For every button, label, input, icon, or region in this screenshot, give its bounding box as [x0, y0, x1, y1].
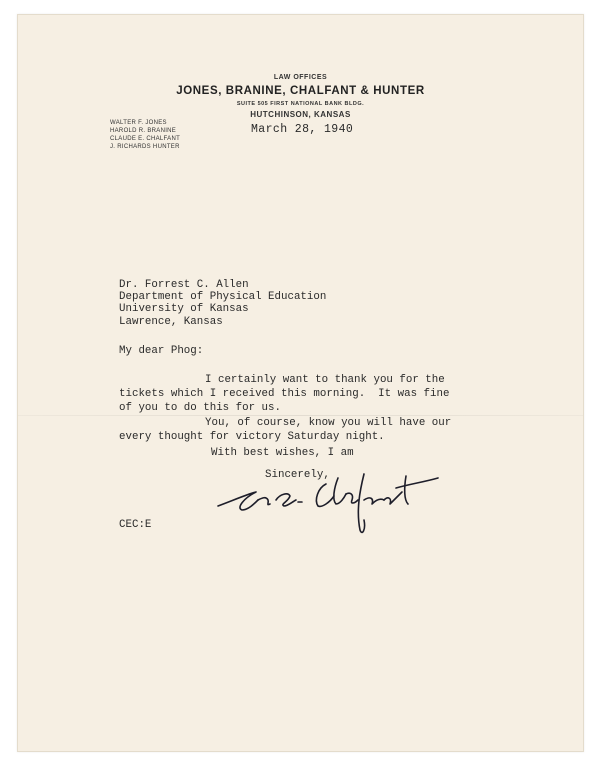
- letter-date: March 28, 1940: [251, 123, 354, 136]
- salutation: My dear Phog:: [119, 345, 204, 357]
- address-line: Lawrence, Kansas: [119, 315, 223, 328]
- recipient-address: [119, 279, 326, 328]
- letter-sheet: [17, 14, 584, 752]
- letterhead-law-offices: LAW OFFICES: [273, 74, 328, 81]
- partners-list: [110, 119, 180, 151]
- paragraph-line: I certainly want to thank you for the: [205, 374, 445, 386]
- partner-name: J. RICHARDS HUNTER: [110, 144, 180, 150]
- address-line: University of Kansas: [119, 303, 249, 316]
- partner-name: WALTER F. JONES: [110, 120, 167, 126]
- paragraph-line: tickets which I received this morning. It was fine: [119, 388, 450, 401]
- address-line: Department of Physical Education: [119, 291, 327, 304]
- body-paragraph-1: [119, 373, 449, 416]
- partner-name: CLAUDE E. CHALFANT: [110, 136, 181, 142]
- letterhead-suite: SUITE 505 FIRST NATIONAL BANK BLDG.: [236, 101, 365, 107]
- address-line: Dr. Forrest C. Allen: [119, 279, 249, 291]
- paragraph-line: You, of course, know you will have our: [205, 417, 452, 429]
- partner-name: HAROLD R. BRANINE: [110, 128, 177, 134]
- typist-initials: CEC:E: [119, 519, 152, 531]
- letterhead-firm-name: JONES, BRANINE, CHALFANT & HUNTER: [176, 85, 425, 97]
- closing-wishes: With best wishes, I am: [211, 447, 354, 459]
- paragraph-line: of you to do this for us.: [119, 402, 281, 415]
- body-paragraph-2: [119, 416, 451, 444]
- closing-sincerely: Sincerely,: [265, 469, 330, 481]
- handwritten-signature: [214, 470, 444, 540]
- paragraph-line: every thought for victory Saturday night.: [119, 431, 385, 444]
- letterhead-city: HUTCHINSON, KANSAS: [250, 110, 351, 119]
